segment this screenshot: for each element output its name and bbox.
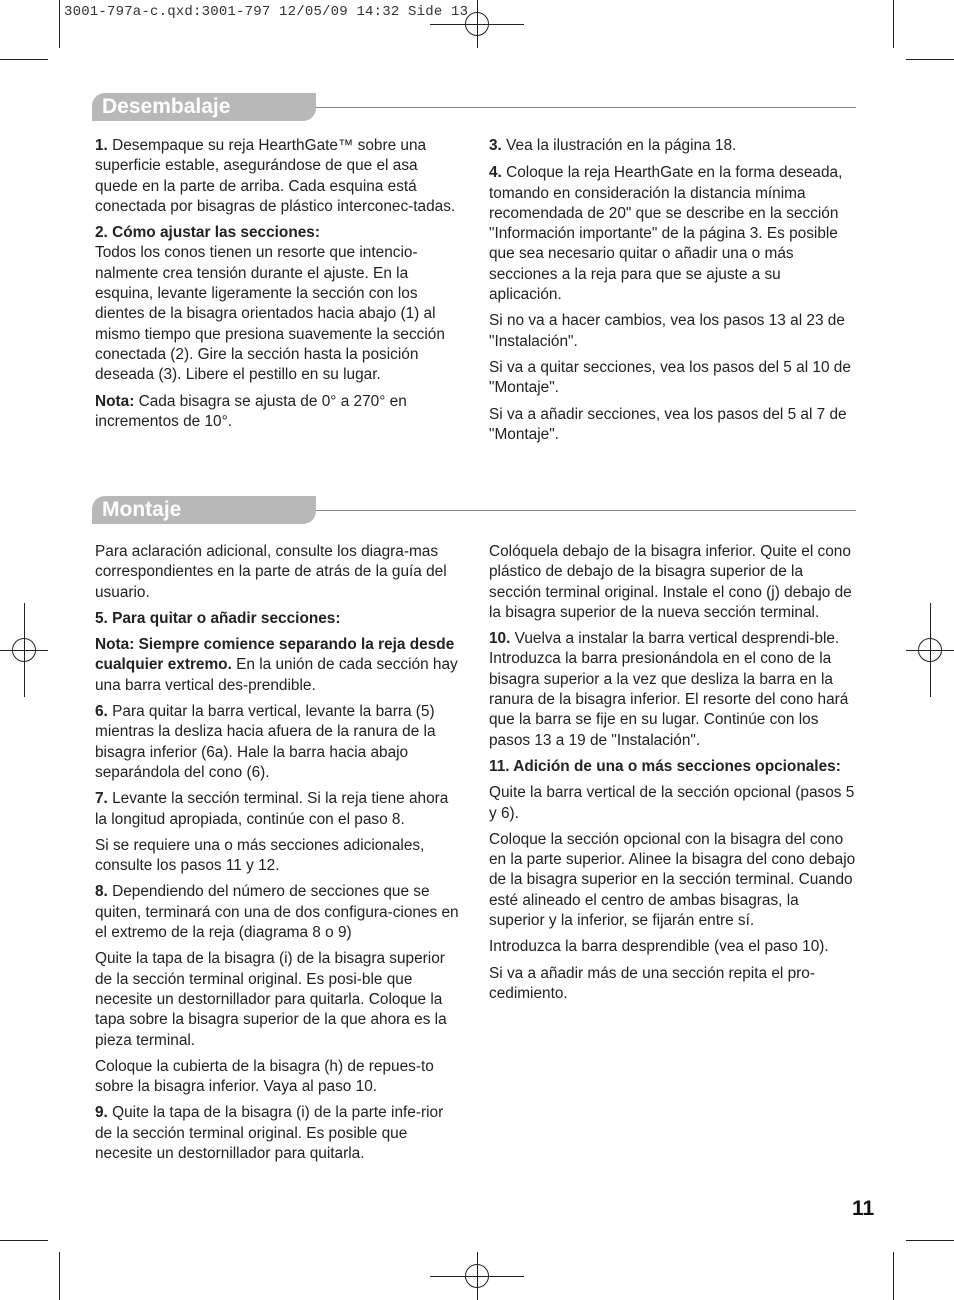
paragraph: Quite la barra vertical de la sección opcional (pasos 5 y 6). [489, 784, 855, 822]
note: Nota: Cada bisagra se ajusta de 0° a 270° en incrementos de 10°. [95, 392, 407, 430]
section-divider [316, 510, 856, 511]
print-slug: 3001-797a-c.qxd:3001-797 12/05/09 14:32 Side 13 [64, 4, 469, 20]
step-7: 7. Levante la sección terminal. Si la reja tiene ahora la longitud apropiada, continúe con el paso 8. [95, 790, 449, 828]
step-5-heading: 5. Para quitar o añadir secciones: [95, 609, 341, 627]
section-divider [316, 107, 856, 108]
section-header-montaje [92, 496, 856, 524]
paragraph: Coloque la cubierta de la bisagra (h) de repues-to sobre la bisagra inferior. Vaya al paso 10. [95, 1057, 434, 1096]
desembalaje-left-column [95, 136, 463, 438]
paragraph: Quite la tapa de la bisagra (i) de la bisagra superior de la sección terminal original. Es posi-ble que necesite un destornillador para quitarla. Coloque la tapa sobre la bisagra superior de la que ahora es la pieza terminal. [95, 950, 447, 1049]
section-header-desembalaje [92, 93, 856, 121]
paragraph: Si va a añadir más de una sección repita el pro-cedimiento. [489, 964, 815, 1002]
page-number: 11 [852, 1197, 875, 1220]
montaje-left-column [95, 542, 463, 1170]
step-1: 1. Desempaque su reja HearthGate™ sobre una superficie estable, asegurándose de que el asa quede en la parte de arriba. Cada esquina está conectada por bisagras de plástico interconec-tadas. [95, 137, 456, 215]
step-9: 9. Quite la tapa de la bisagra (i) de la parte infe-rior de la sección terminal original. Es posible que necesite un destornillador para quitarla. [95, 1104, 444, 1163]
step-4: 4. Coloque la reja HearthGate en la forma deseada, tomando en consideración la distancia mínima recomendada de 20" que se describe en la sección "Información importante" de la página 3. Es posible que sea necesario quitar o añadir una o más secciones a la reja para que se ajuste a su aplicación. [489, 164, 843, 304]
desembalaje-right-column [489, 136, 857, 451]
section-title: Montaje [102, 498, 182, 521]
step-2-heading: 2. Cómo ajustar las secciones: [95, 224, 320, 242]
section-title: Desembalaje [102, 95, 231, 118]
paragraph: Introduzca la barra desprendible (vea el paso 10). [489, 938, 829, 956]
paragraph: Coloque la sección opcional con la bisagra del cono en la parte superior. Alinee la bisagra del cono debajo de la bisagra superior en la sección terminal. Cuando esté alineado el centro de ambas bisagras, la superior y la inferior, se fijarán entre sí. [489, 830, 856, 930]
paragraph: Si va a quitar secciones, vea los pasos del 5 al 10 de "Montaje". [489, 358, 851, 397]
step-2-text: Todos los conos tienen un resorte que intencio-nalmente crea tensión durante el ajuste. En la esquina, levante ligeramente la sección con los dientes de la bisagra orientados hacia abajo (1) al mismo tiempo que presiona suavemente la sección conectada (2). Gire la sección hasta la posición deseada (3). Libere el pestillo en su lugar. [95, 244, 445, 384]
step-8: 8. Dependiendo del número de secciones que se quiten, terminará con una de dos configura-ciones en el extremo de la reja (diagrama 8 o 9) [95, 883, 459, 942]
intro: Para aclaración adicional, consulte los diagra-mas correspondientes en la parte de atrás de la guía del usuario. [95, 543, 447, 601]
paragraph: Si va a añadir secciones, vea los pasos del 5 al 7 de "Montaje". [489, 405, 847, 443]
step-11-heading: 11. Adición de una o más secciones opcionales: [489, 757, 841, 775]
montaje-right-column [489, 542, 857, 1010]
step-10: 10. Vuelva a instalar la barra vertical desprendi-ble. Introduzca la barra presionándola en el cono de la bisagra superior a la vez que desliza la barra en la ranura de la bisagra inferior. El resorte del cono hará que la barra se fije en su lugar. Continúe con los pasos 13 a 19 de "Instalación". [489, 630, 849, 749]
paragraph: Si no va a hacer cambios, vea los pasos 13 al 23 de "Instalación". [489, 312, 845, 350]
step-5-note: Nota: Siempre comience separando la reja desde cualquier extremo. En la unión de cada sección hay una barra vertical des-prendible. [95, 636, 458, 694]
paragraph: Colóquela debajo de la bisagra inferior. Quite el cono plástico de debajo de la bisagra superior de la sección terminal original. Instale el cono (j) debajo de la bisagra superior de la nueva sección terminal. [489, 543, 852, 621]
paragraph: Si se requiere una o más secciones adicionales, consulte los pasos 11 y 12. [95, 836, 425, 875]
step-3: 3. Vea la ilustración en la página 18. [489, 137, 737, 154]
step-6: 6. Para quitar la barra vertical, levante la barra (5) mientras la desliza hacia afuera de la ranura de la bisagra inferior (6a). Hale la barra hacia abajo separándola del cono (6). [95, 703, 436, 781]
